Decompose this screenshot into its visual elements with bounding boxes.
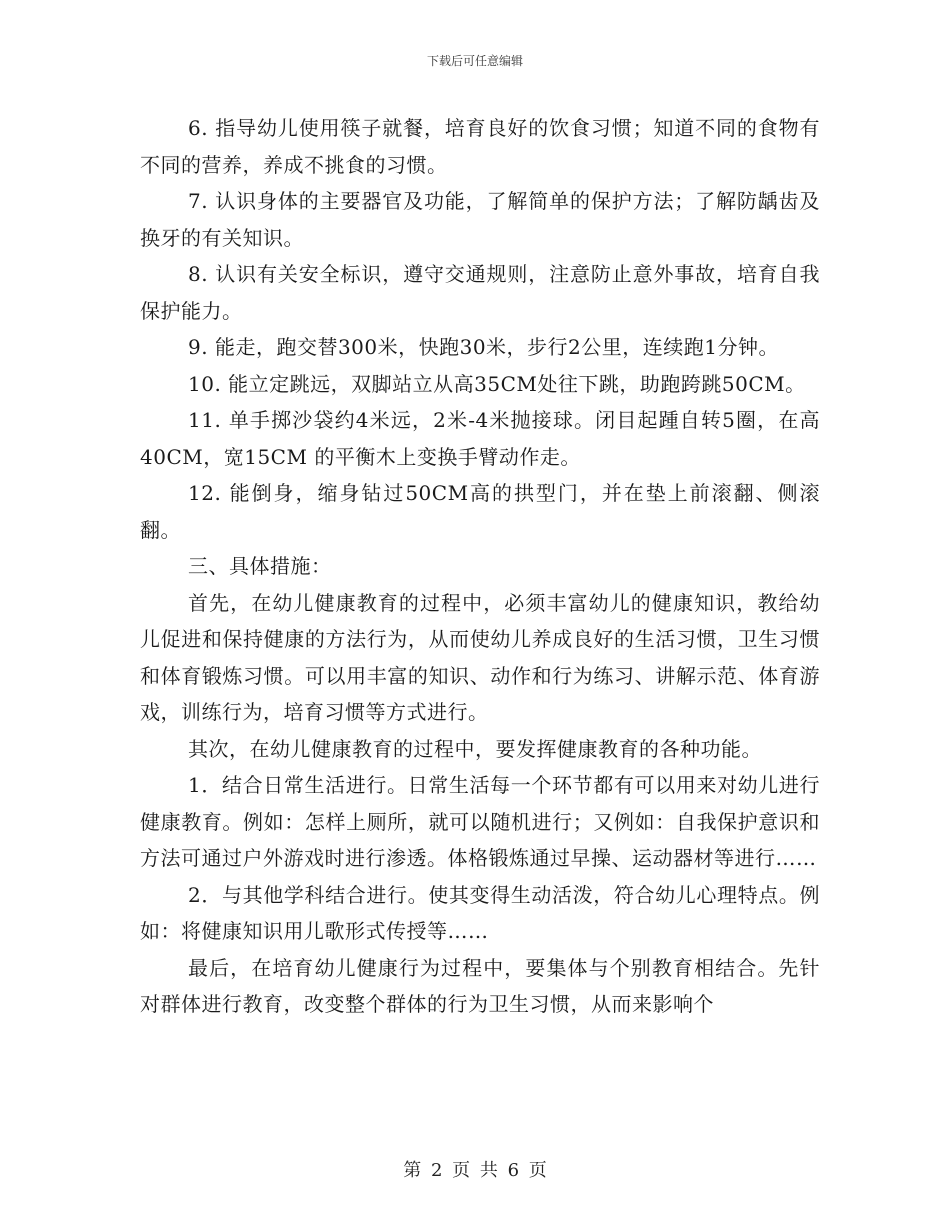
paragraph-second: 其次，在幼儿健康教育的过程中，要发挥健康教育的各种功能。 xyxy=(188,736,762,761)
paragraph-goal-6: 6. 指导幼儿使用筷子就餐，培育良好的饮食习惯；知道不同的食物有不同的营养，养成不挑食的习惯。 xyxy=(140,116,820,177)
page-header: 下载后可任意编辑 xyxy=(426,54,523,68)
paragraph-item-1: 1．结合日常生活进行。日常生活每一个环节都有可以用来对幼儿进行健康教育。例如：怎样上厕所，就可以随机进行；又例如：自我保护意识和方法可通过户外游戏时进行渗透。体格锻炼通过早操、运动器材等进行…… xyxy=(140,773,820,870)
paragraph-goal-11: 11. 单手掷沙袋约4米远，2米-4米抛接球。闭目起踵自转5圈，在高40CM，宽15CM 的平衡木上变换手臂动作走。 xyxy=(140,408,820,469)
paragraph-goal-7: 7. 认识身体的主要器官及功能，了解简单的保护方法；了解防龋齿及换牙的有关知识。 xyxy=(140,189,820,250)
paragraph-first: 首先，在幼儿健康教育的过程中，必须丰富幼儿的健康知识，教给幼儿促进和保持健康的方法行为，从而使幼儿养成良好的生活习惯，卫生习惯和体育锻炼习惯。可以用丰富的知识、动作和行为练习、讲解示范、体育游戏，训练行为，培育习惯等方式进行。 xyxy=(140,590,820,724)
page-number: 第 2 页 共 6 页 xyxy=(403,1160,547,1181)
paragraph-item-2: 2．与其他学科结合进行。使其变得生动活泼，符合幼儿心理特点。例如：将健康知识用儿歌形式传授等…… xyxy=(140,882,820,943)
document-body xyxy=(140,110,820,1023)
paragraph-goal-10: 10. 能立定跳远，双脚站立从高35CM处往下跳，助跑跨跳50CM。 xyxy=(188,371,806,396)
paragraph-goal-9: 9. 能走，跑交替300米，快跑30米，步行2公里，连续跑1分钟。 xyxy=(188,335,780,359)
paragraph-goal-8: 8. 认识有关安全标识，遵守交通规则，注意防止意外事故，培育自我保护能力。 xyxy=(140,262,820,323)
paragraph-last: 最后，在培育幼儿健康行为过程中，要集体与个别教育相结合。先针对群体进行教育，改变整个群体的行为卫生习惯，从而来影响个 xyxy=(140,955,820,1016)
paragraph-goal-12: 12. 能倒身，缩身钻过50CM高的拱型门，并在垫上前滚翻、侧滚翻。 xyxy=(140,481,820,542)
section-heading-measures: 三、具体措施： xyxy=(188,554,332,578)
